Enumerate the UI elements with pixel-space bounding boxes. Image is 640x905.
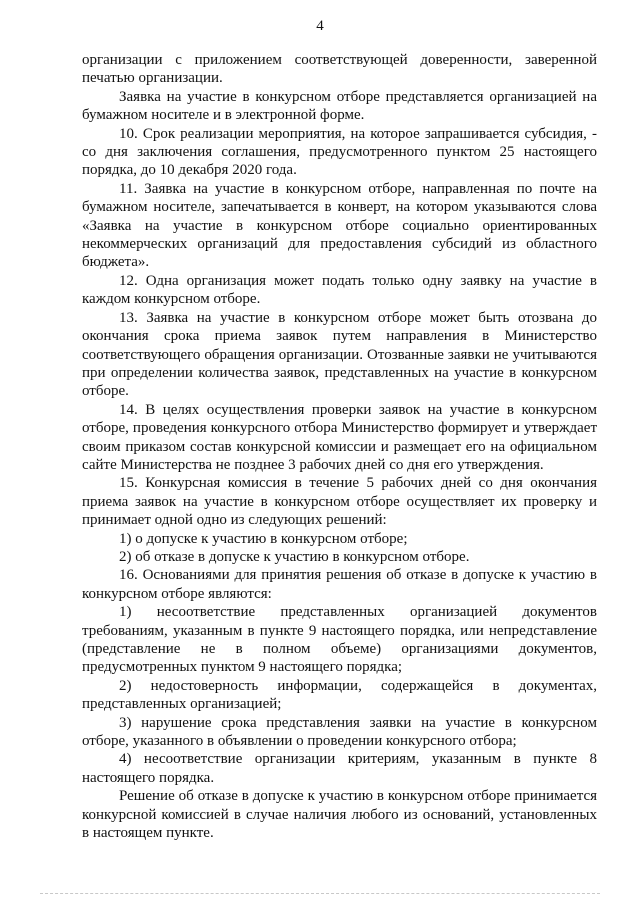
page-number: 4 <box>316 18 324 34</box>
document-body <box>82 51 597 842</box>
paragraph-paper-submission: Заявка на участие в конкурсном отборе представляется организацией на бумажном носителе и в электронной форме. <box>82 88 597 124</box>
footer-divider <box>40 893 600 894</box>
list-item-16-2: 2) недостоверность информации, содержащейся в документах, представленных организацией; <box>82 677 597 713</box>
paragraph-11: 11. Заявка на участие в конкурсном отборе, направленная по почте на бумажном носителе, запечатывается в конверт, на котором указываются слова «Заявка на участие в конкурсном отборе социально ориентированных некоммерческих организаций для предоставления субсидий из областного бюджета». <box>82 180 597 271</box>
list-item-16-1: 1) несоответствие представленных организацией документов требованиям, указанным в пункте 9 настоящего порядка, или непредставление (представление не в полном объеме) организациями документов, предусмотренных пунктом 9 настоящего порядка; <box>82 604 597 676</box>
paragraph-14: 14. В целях осуществления проверки заявок на участие в конкурсном отборе, проведения конкурсного отбора Министерство формирует и утверждает своим приказом состав конкурсной комиссии и размещает его на официальном сайте Министерства не позднее 3 рабочих дней со дня его утверждения. <box>82 401 597 473</box>
paragraph-15: 15. Конкурсная комиссия в течение 5 рабочих дней со дня окончания приема заявок на участие в конкурсном отборе осуществляет их проверку и принимает одной одно из следующих решений: <box>82 475 597 529</box>
paragraph-16: 16. Основаниями для принятия решения об отказе в допуске к участию в конкурсном отборе являются: <box>82 567 597 602</box>
list-item-16-4: 4) несоответствие организации критериям, указанным в пункте 8 настоящего порядка. <box>82 751 597 786</box>
paragraph-decision: Решение об отказе в допуске к участию в конкурсном отборе принимается конкурсной комиссией в случае наличия любого из оснований, установленных в настоящем пункте. <box>82 788 597 842</box>
paragraph-continuation: организации с приложением соответствующей доверенности, заверенной печатью организации. <box>82 52 597 87</box>
paragraph-10: 10. Срок реализации мероприятия, на которое запрашивается субсидия, - со дня заключения соглашения, предусмотренного пунктом 25 настоящего порядка, до 10 декабря 2020 года. <box>82 125 597 179</box>
list-item-15-2: 2) об отказе в допуске к участию в конкурсном отборе. <box>119 548 470 565</box>
paragraph-12: 12. Одна организация может подать только одну заявку на участие в каждом конкурсном отборе. <box>82 272 597 308</box>
list-item-15-1: 1) о допуске к участию в конкурсном отборе; <box>119 530 408 547</box>
list-item-16-3: 3) нарушение срока представления заявки на участие в конкурсном отборе, указанного в объявлении о проведении конкурсного отбора; <box>82 714 597 750</box>
paragraph-13: 13. Заявка на участие в конкурсном отборе может быть отозвана до окончания срока приема заявок путем направления в Министерство соответствующего обращения организации. Отозванные заявки не учитываются при определении количества заявок, представленных на участие в конкурсном отборе. <box>82 309 597 400</box>
